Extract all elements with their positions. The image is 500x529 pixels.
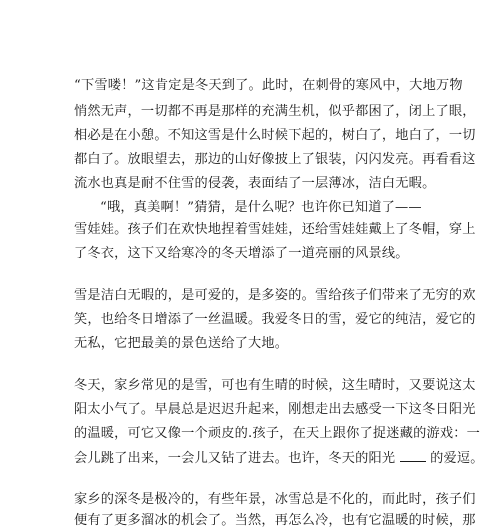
paragraph-line: 流水也真是耐不住雪的侵袭，表面结了一层薄冰，洁白无暇。 (74, 176, 436, 191)
paragraph-line: 无私，它把最美的景色送给了大地。 (74, 336, 289, 351)
paragraph-line: 家乡的深冬是极冷的，有些年景，冰雪总是不化的，而此时，孩子们 (74, 492, 476, 507)
paragraph-line: 悄然无声，一切都不再是那样的充满生机，似乎都困了，闭上了眼， (74, 104, 476, 119)
paragraph-line: 相必是在小憩。不知这雪是什么时候下起的，树白了，地白了，一切 (74, 128, 476, 143)
fill-in-blank (400, 450, 426, 462)
paragraph-line: 便有了更多溜冰的机会了。当然，再怎么冷，也有它温暖的时候，那 (74, 513, 476, 528)
paragraph-line: 雪是洁白无暇的，是可爱的，是多姿的。雪给孩子们带来了无穷的欢 (74, 288, 476, 303)
paragraph-line: “下雪喽！”这肯定是冬天到了。此时，在刺骨的寒风中，大地万物 (74, 78, 463, 93)
paragraph-line: 了冬衣，这下又给寒冷的冬天增添了一道亮丽的风景线。 (74, 246, 409, 261)
paragraph-line: 冬天，家乡常见的是雪，可也有生晴的时候，这生晴时，又要说这太 (74, 378, 476, 393)
paragraph-line-start: 会儿跳了出来，一会儿又钻了进去。也许，冬天的阳光 (74, 451, 396, 466)
paragraph-line-with-blank (74, 450, 484, 466)
paragraph-line: 的温暖，可它又像一个顽皮的.孩子，在天上跟你了捉迷藏的游戏：一 (74, 426, 481, 441)
paragraph-line: 雪娃娃。孩子们在欢快地捏着雪娃娃，还给雪娃娃戴上了冬帽，穿上 (74, 222, 476, 237)
paragraph-line-end: 的爱逗。 (430, 451, 484, 466)
paragraph-line: 阳太小气了。早晨总是迟迟升起来，刚想走出去感受一下这冬日阳光 (74, 402, 476, 417)
paragraph-line: “哦，真美啊！”猜猜，是什么呢？也许你已知道了—— (100, 200, 422, 215)
paragraph-line: 都白了。放眼望去，那边的山好像披上了银装，闪闪发亮。再看看这 (74, 152, 476, 167)
paragraph-line: 笑，也给冬日增添了一丝温暖。我爱冬日的雪，爱它的纯洁，爱它的 (74, 312, 476, 327)
